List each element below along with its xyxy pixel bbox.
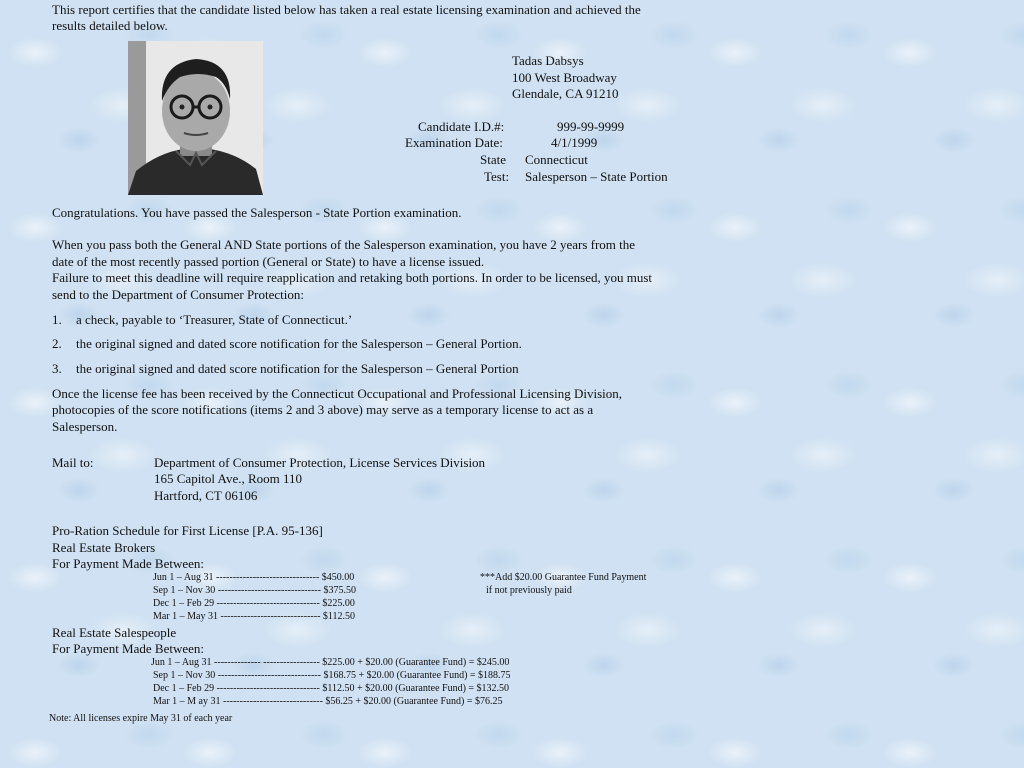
proration-title: Pro-Ration Schedule for First License [P.A. 95-136]	[52, 523, 323, 538]
brokers-heading: Real Estate Brokers	[52, 540, 156, 555]
candidate-photo-image	[128, 41, 263, 195]
brokers-guarantee-note-2: if not previously paid	[486, 585, 572, 596]
candidate-id-value: 999-99-9999	[557, 119, 625, 134]
state-label: State	[480, 152, 506, 167]
license-note-line-3: Salesperson.	[52, 419, 118, 434]
list-item-2-text: the original signed and dated score notification for the Salesperson – General Portion.	[76, 336, 522, 351]
list-item-3-number: 3.	[52, 361, 62, 376]
license-note-line-1: Once the license fee has been received by the Connecticut Occupational and Professional Licensing Division,	[52, 386, 623, 401]
salespeople-row-2: Sep 1 – Nov 30 ------------------------------- $168.75 + $20.00 (Guarantee Fund) = $188.75	[153, 670, 511, 681]
intro-line-1: This report certifies that the candidate listed below has taken a real estate licensing examination and achieved the	[52, 2, 641, 17]
salespeople-subheading: For Payment Made Between:	[52, 641, 204, 656]
candidate-id-label: Candidate I.D.#:	[418, 119, 505, 134]
instructions-line-2: date of the most recently passed portion (General or State) to have a license issued.	[52, 254, 485, 269]
salespeople-row-4: Mar 1 – M ay 31 ------------------------------ $56.25 + $20.00 (Guarantee Fund) = $76.25	[153, 696, 503, 707]
salespeople-row-3: Dec 1 – Feb 29 ------------------------------- $112.50 + $20.00 (Guarantee Fund) = $132.50	[153, 683, 510, 694]
mail-address-line-1: Department of Consumer Protection, License Services Division	[154, 455, 486, 470]
candidate-address-line-1: 100 West Broadway	[512, 70, 617, 85]
candidate-address-line-2: Glendale, CA 91210	[512, 86, 619, 101]
state-value: Connecticut	[525, 152, 588, 167]
candidate-name: Tadas Dabsys	[512, 53, 584, 68]
list-item-3-text: the original signed and dated score notification for the Salesperson – General Portion	[76, 361, 519, 376]
brokers-guarantee-note-1: ***Add $20.00 Guarantee Fund Payment	[480, 572, 647, 583]
brokers-row-2: Sep 1 – Nov 30 ------------------------------- $375.50	[153, 585, 356, 596]
brokers-subheading: For Payment Made Between:	[52, 556, 204, 571]
instructions-line-4: send to the Department of Consumer Protection:	[52, 287, 305, 302]
instructions-line-1: When you pass both the General AND State portions of the Salesperson examination, you have 2 years from the	[52, 237, 636, 252]
list-item-1-number: 1.	[52, 312, 62, 327]
brokers-row-1: Jun 1 – Aug 31 ------------------------------- $450.00	[153, 572, 355, 583]
mail-to-label: Mail to:	[52, 455, 94, 470]
test-label: Test:	[484, 169, 510, 184]
intro-line-2: results detailed below.	[52, 18, 168, 33]
mail-address-line-2: 165 Capitol Ave., Room 110	[154, 471, 303, 486]
license-expiry-footnote: Note: All licenses expire May 31 of each year	[49, 713, 233, 724]
brokers-row-4: Mar 1 – May 31 ------------------------------ $112.50	[153, 611, 356, 622]
license-note-line-2: photocopies of the score notifications (items 2 and 3 above) may serve as a temporary license to act as a	[52, 402, 594, 417]
exam-date-label: Examination Date:	[405, 135, 503, 150]
list-item-2-number: 2.	[52, 336, 62, 351]
mail-address-line-3: Hartford, CT 06106	[154, 488, 258, 503]
salespeople-heading: Real Estate Salespeople	[52, 625, 177, 640]
exam-date-value: 4/1/1999	[551, 135, 598, 150]
list-item-1-text: a check, payable to ‘Treasurer, State of Connecticut.’	[76, 312, 353, 327]
congratulations-text: Congratulations. You have passed the Salesperson - State Portion examination.	[52, 205, 462, 220]
salespeople-row-1: Jun 1 – Aug 31 -------------- ----------------- $225.00 + $20.00 (Guarantee Fund) = $245.00	[151, 657, 510, 668]
brokers-row-3: Dec 1 – Feb 29 ------------------------------- $225.00	[153, 598, 355, 609]
test-value: Salesperson – State Portion	[525, 169, 668, 184]
candidate-photo	[128, 41, 263, 195]
instructions-line-3: Failure to meet this deadline will require reapplication and retaking both portions. In order to be licensed, you must	[52, 270, 653, 285]
